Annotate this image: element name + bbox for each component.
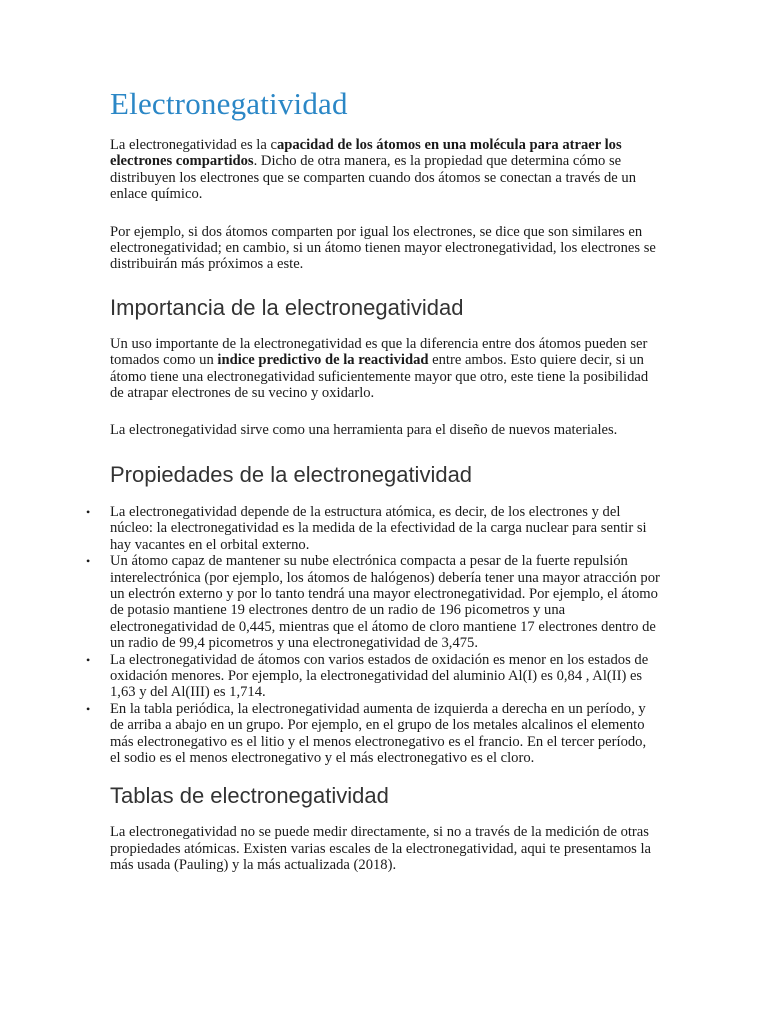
importance-heading: Importancia de la electronegatividad bbox=[110, 294, 464, 320]
importance-paragraph-2: La electronegatividad sirve como una herramienta para el diseño de nuevos materiales. bbox=[110, 422, 618, 439]
tables-heading: Tablas de electronegatividad bbox=[110, 783, 389, 809]
intro-text-2: . Dicho de otra manera, es la propiedad que determina cómo se distribuyen los electrones que se comparten cuando dos átomos se conectan a través de un enlace químico. bbox=[110, 153, 637, 203]
importance-text-2: entre ambos. Esto quiere decir, si un átomo tiene una electronegatividad suficientemente mayor que otro, este tiene la posibilidad de atrapar electrones de su vecino y oxidarlo. bbox=[110, 352, 649, 402]
list-item-text: La electronegatividad depende de la estructura atómica, es decir, de los electrones y del núcleo: la electronegatividad es la medida de la efectividad de la carga nuclear para sentir si hay vacantes en el orbital externo. bbox=[110, 503, 647, 553]
document-page bbox=[86, 84, 660, 894]
importance-bold-text: indice predictivo de la reactividad bbox=[217, 352, 429, 369]
example-paragraph: Por ejemplo, si dos átomos comparten por igual los electrones, se dice que son similares en electronegatividad; en cambio, si un átomo tienen mayor electronegatividad, los electrones se distribuirán más próximos a este. bbox=[110, 223, 656, 273]
properties-list bbox=[86, 503, 660, 767]
bullet-icon: • bbox=[86, 701, 91, 716]
properties-heading: Propiedades de la electronegatividad bbox=[110, 461, 473, 487]
importance-paragraph-1 bbox=[110, 336, 660, 402]
bullet-icon: • bbox=[86, 504, 91, 519]
list-item-text: Un átomo capaz de mantener su nube electrónica compacta a pesar de la fuerte repulsión interelectrónica (por ejemplo, los átomos de halógenos) debería tener una mayor atracción por un electrón externo y por lo tanto tendrá una mayor electronegatividad. Por ejemplo, el átomo de potasio mantiene 19 electrones dentro de un radio de 196 picometros y una electronegatividad de 0,445, mientras que el átomo de cloro mantiene 17 electrones dentro de un radio de 99,4 picometros y una electronegatividad de 3,475. bbox=[110, 553, 660, 652]
bullet-icon: • bbox=[86, 652, 91, 667]
list-item-text: En la tabla periódica, la electronegatividad aumenta de izquierda a derecha en un período, y de arriba a abajo en un grupo. Por ejemplo, en el grupo de los metales alcalinos el elemento más electronegativo es el litio y el menos electronegativo es el francio. En el tercer período, el sodio es el menos electronegativo y el más electronegativo es el cloro. bbox=[110, 700, 647, 766]
list-item-text: La electronegatividad de átomos con varios estados de oxidación es menor en los estados de oxidación menores. Por ejemplo, la electronegatividad del aluminio Al(I) es 0,84 , Al(II) es 1,63 y del Al(III) es 1,714. bbox=[110, 651, 649, 701]
tables-paragraph: La electronegatividad no se puede medir directamente, si no a través de la medición de otras propiedades atómicas. Existen varias escales de la electronegatividad, aqui te presentamos la más usada (Pauling) y la más actualizada (2018). bbox=[110, 824, 651, 874]
intro-text-1: La electronegatividad es la c bbox=[110, 137, 277, 153]
list-item bbox=[86, 651, 660, 701]
intro-paragraph bbox=[110, 137, 660, 203]
list-item bbox=[86, 700, 660, 767]
list-item bbox=[86, 503, 660, 553]
document-title: Electronegatividad bbox=[110, 86, 348, 121]
list-item bbox=[86, 553, 660, 652]
bullet-icon: • bbox=[86, 554, 91, 569]
importance-text-1: Un uso importante de la electronegatividad es que la diferencia entre dos átomos pueden ser tomados como un bbox=[110, 335, 648, 369]
intro-bold-text: apacidad de los átomos en una molécula para atraer los electrones compartidos bbox=[110, 137, 622, 170]
